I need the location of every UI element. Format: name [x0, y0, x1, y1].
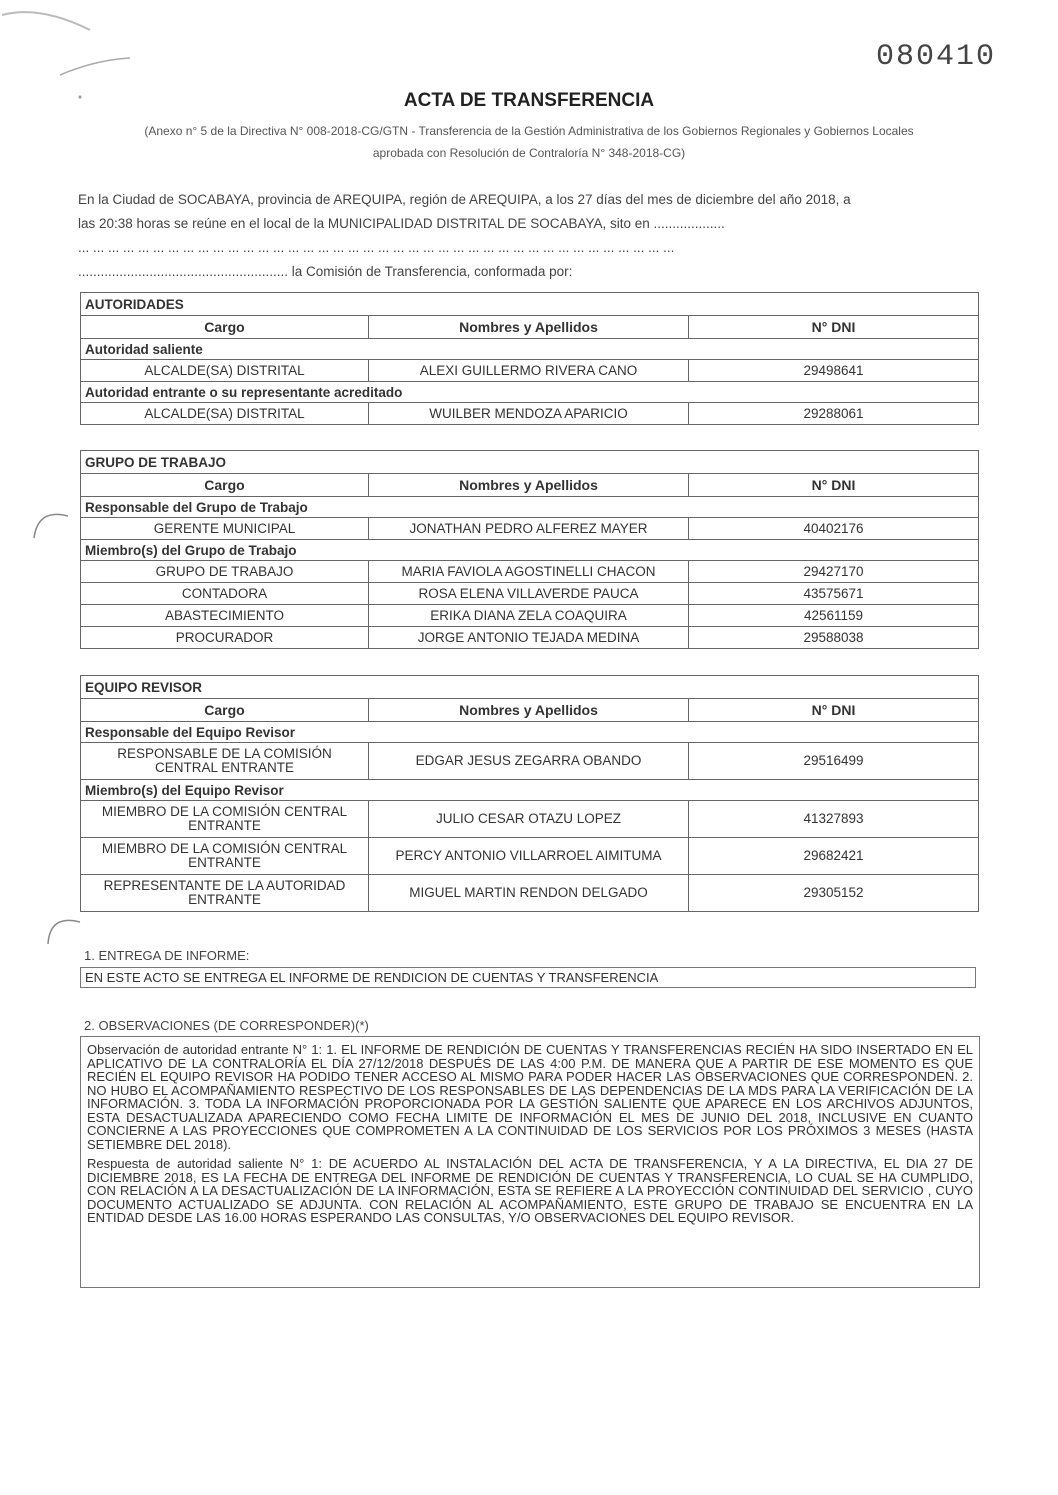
subtitle-line: aprobada con Resolución de Contraloría N° 348-2018-CG) — [372, 146, 686, 160]
cell-nombre: ALEXI GUILLERMO RIVERA CANO — [369, 360, 689, 382]
table-row — [81, 583, 979, 605]
subsection-label: Responsable del Grupo de Trabajo — [81, 497, 979, 518]
table-row — [81, 605, 979, 627]
intro-paragraph — [78, 188, 980, 284]
equipo-revisor-table — [80, 675, 979, 912]
cell-dni: 29427170 — [689, 561, 979, 583]
table-row — [81, 518, 979, 540]
document-subtitle — [70, 120, 988, 164]
table-row — [81, 403, 979, 425]
respuesta-saliente-text: Respuesta de autoridad saliente N° 1: DE ACUERDO AL INSTALACIÓN DEL ACTA DE TRANSFERENCIA, Y A LA DIRECTIVA, EL DIA 27 DE DICIEMBRE 2018, ES LA FECHA DE ENTREGA DEL INFORME DE RENDICIÓN DE CUENTAS Y TRANSFERENCIA, LO CUAL SE HA CUMPLIDO, CON RELACIÓN A LA DESACTUALIZACIÓN DE LA INFORMACIÓN, ESTA SE REFIERE A LA PROYECCIÓN CONTINUIDAD DEL SERVICIO , CUYO DOCUMENTO ACTUALIZADO SE ADJUNTA. CON RELACIÓN AL ACOMPAÑAMIENTO, ESTE GRUPO DE TRABAJO SE ENCUENTRA EN LA ENTIDAD DESDE LAS 16.00 HORAS ESPERANDO LAS CONSULTAS, Y/O OBSERVACIONES DEL EQUIPO REVISOR. — [87, 1156, 973, 1225]
entrega-text-box: EN ESTE ACTO SE ENTREGA EL INFORME DE RENDICION DE CUENTAS Y TRANSFERENCIA — [80, 967, 976, 988]
observaciones-box — [80, 1036, 980, 1288]
observaciones-label: 2. OBSERVACIONES (DE CORRESPONDER)(*) — [84, 1018, 369, 1033]
cell-cargo: GRUPO DE TRABAJO — [81, 561, 369, 583]
cell-dni: 40402176 — [689, 518, 979, 540]
cell-dni: 29588038 — [689, 627, 979, 649]
column-header-cargo: Cargo — [81, 699, 369, 722]
cell-nombre: JONATHAN PEDRO ALFEREZ MAYER — [369, 518, 689, 540]
cell-cargo: GERENTE MUNICIPAL — [81, 518, 369, 540]
cell-dni: 43575671 — [689, 583, 979, 605]
subsection-label: Miembro(s) del Equipo Revisor — [81, 780, 979, 801]
cell-nombre: MARIA FAVIOLA AGOSTINELLI CHACON — [369, 561, 689, 583]
cell-cargo: MIEMBRO DE LA COMISIÓN CENTRAL ENTRANTE — [81, 801, 369, 838]
cell-cargo: ABASTECIMIENTO — [81, 605, 369, 627]
column-header-cargo: Cargo — [81, 474, 369, 497]
column-header-dni: N° DNI — [689, 474, 979, 497]
column-header-dni: N° DNI — [689, 699, 979, 722]
intro-line: las 20:38 horas se reúne en el local de la MUNICIPALIDAD DISTRITAL DE SOCABAYA, sito en ................... — [78, 216, 725, 231]
table-row — [81, 561, 979, 583]
cell-dni: 29516499 — [689, 743, 979, 780]
document-title: ACTA DE TRANSFERENCIA — [403, 90, 655, 111]
cell-dni: 29682421 — [689, 838, 979, 875]
subtitle-line: (Anexo n° 5 de la Directiva N° 008-2018-CG/GTN - Transferencia de la Gestión Administrativa de los Gobiernos Regionales y Gobiernos Locales — [144, 124, 914, 138]
cell-nombre: MIGUEL MARTIN RENDON DELGADO — [369, 875, 689, 912]
subsection-label: Miembro(s) del Grupo de Trabajo — [81, 540, 979, 561]
table-row — [81, 627, 979, 649]
cell-dni: 41327893 — [689, 801, 979, 838]
subsection-label: Autoridad entrante o su representante acreditado — [81, 382, 979, 403]
section-title: AUTORIDADES — [81, 293, 979, 316]
table-row — [81, 743, 979, 780]
autoridades-table — [80, 292, 979, 425]
section-title: GRUPO DE TRABAJO — [81, 451, 979, 474]
observacion-entrante-text: Observación de autoridad entrante N° 1: 1. EL INFORME DE RENDICIÓN DE CUENTAS Y TRANSFERENCIAS RECIÉN HA SIDO INSERTADO EN EL APLICATIVO DE LA CONTRALORÍA EL DÍA 27/12/2018 DESPUÉS DE LAS 4:00 P.M. DE MANERA QUE A PARTIR DE ESE MOMENTO ES QUE RECIÉN EL EQUIPO REVISOR HA PODIDO TENER ACCESO AL MISMO PARA PODER HACER LAS OBSERVACIONES QUE CORRESPONDEN. 2. NO HUBO EL ACOMPAÑAMIENTO RESPECTIVO DE LOS RESPONSABLES DE LAS DEPENDENCIAS DE LA MDS PARA LA VERIFICACIÓN DE LA INFORMACIÓN. 3. TODA LA INFORMACIÓN PROPORCIONADA POR LA GESTIÓN SALIENTE QUE APARECE EN LOS ARCHIVOS ADJUNTOS, ESTA DESACTUALIZADA APARECIENDO COMO FECHA LIMITE DE INFORMACIÓN EL MES DE JUNIO DEL 2018, INCLUSIVE EN CUANTO CONCIERNE A LAS PROYECCIONES QUE COMPROMETEN A LA CONTINUIDAD DE LOS SERVICIOS POR LOS PRÓXIMOS 3 MESES (HASTA SETIEMBRE DEL 2018). — [87, 1042, 973, 1152]
subsection-label: Responsable del Equipo Revisor — [81, 722, 979, 743]
table-row — [81, 838, 979, 875]
entrega-label: 1. ENTREGA DE INFORME: — [84, 948, 250, 963]
table-row — [81, 801, 979, 838]
intro-line: ........................................................ la Comisión de Transferencia, conformada por: — [78, 264, 573, 279]
column-header-nombres: Nombres y Apellidos — [369, 474, 689, 497]
cell-cargo: PROCURADOR — [81, 627, 369, 649]
column-header-dni: N° DNI — [689, 316, 979, 339]
intro-line: ... ... ... ... ... ... ... ... ... ... ... ... ... ... ... ... ... ... ... ... ... ... ... ... ... ... ... ... ... ... ... ... ... ... ... ... ... ... ... ... — [78, 240, 675, 255]
column-header-nombres: Nombres y Apellidos — [369, 699, 689, 722]
page-number-stamp: 080410 — [875, 40, 996, 74]
intro-line: En la Ciudad de SOCABAYA, provincia de AREQUIPA, región de AREQUIPA, a los 27 días del mes de diciembre del año 2018, a — [78, 192, 851, 207]
cell-dni: 29305152 — [689, 875, 979, 912]
column-header-nombres: Nombres y Apellidos — [369, 316, 689, 339]
cell-cargo: RESPONSABLE DE LA COMISIÓN CENTRAL ENTRANTE — [81, 743, 369, 780]
table-row — [81, 875, 979, 912]
section-title: EQUIPO REVISOR — [81, 676, 979, 699]
hole-punch-mark-top — [28, 508, 78, 548]
cell-cargo: CONTADORA — [81, 583, 369, 605]
subsection-label: Autoridad saliente — [81, 339, 979, 360]
table-row — [81, 360, 979, 382]
cell-dni: 29288061 — [689, 403, 979, 425]
column-header-cargo: Cargo — [81, 316, 369, 339]
cell-nombre: WUILBER MENDOZA APARICIO — [369, 403, 689, 425]
cell-cargo: ALCALDE(SA) DISTRITAL — [81, 403, 369, 425]
hole-punch-mark-bottom — [40, 912, 90, 952]
cell-nombre: JULIO CESAR OTAZU LOPEZ — [369, 801, 689, 838]
cell-dni: 42561159 — [689, 605, 979, 627]
cell-nombre: ROSA ELENA VILLAVERDE PAUCA — [369, 583, 689, 605]
grupo-trabajo-table — [80, 450, 979, 649]
cell-nombre: PERCY ANTONIO VILLARROEL AIMITUMA — [369, 838, 689, 875]
cell-nombre: ERIKA DIANA ZELA COAQUIRA — [369, 605, 689, 627]
cell-cargo: ALCALDE(SA) DISTRITAL — [81, 360, 369, 382]
cell-dni: 29498641 — [689, 360, 979, 382]
cell-cargo: MIEMBRO DE LA COMISIÓN CENTRAL ENTRANTE — [81, 838, 369, 875]
cell-nombre: EDGAR JESUS ZEGARRA OBANDO — [369, 743, 689, 780]
cell-nombre: JORGE ANTONIO TEJADA MEDINA — [369, 627, 689, 649]
cell-cargo: REPRESENTANTE DE LA AUTORIDAD ENTRANTE — [81, 875, 369, 912]
